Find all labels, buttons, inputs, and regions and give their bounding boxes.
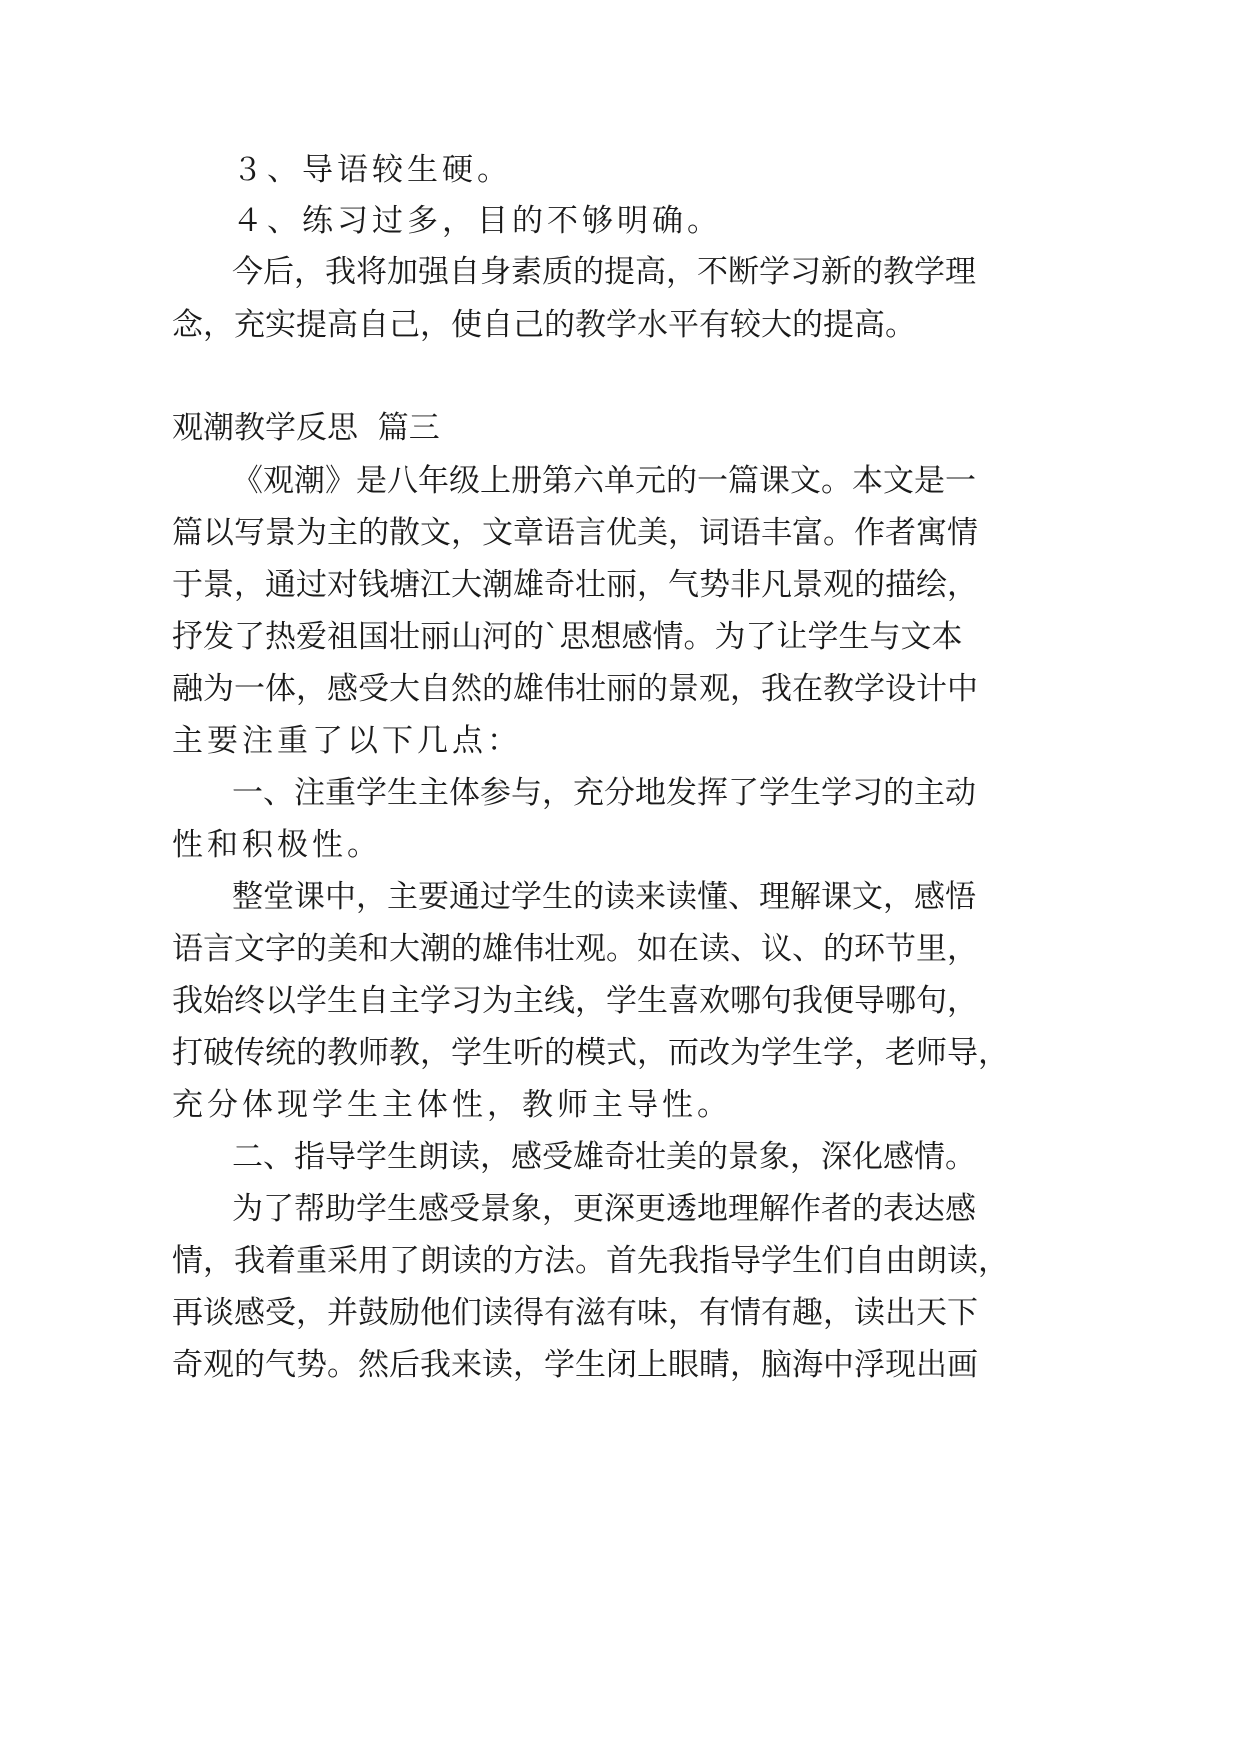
point-one-paragraph-line: 我始终以学生自主学习为主线，学生喜欢哪句我便导哪句， <box>172 983 978 1019</box>
intro-paragraph-line: 篇以写景为主的散文，文章语言优美，词语丰富。作者寓情 <box>172 515 978 551</box>
point-two-paragraph-line: 奇观的气势。然后我来读，学生闭上眼睛，脑海中浮现出画 <box>172 1347 978 1383</box>
closing-paragraph-line: 今后，我将加强自身素质的提高，不断学习新的教学理 <box>232 254 976 290</box>
point-two-paragraph-line: 为了帮助学生感受景象，更深更透地理解作者的表达感 <box>232 1191 976 1227</box>
point-two-paragraph-line: 再谈感受，并鼓励他们读得有滋有味，有情有趣，读出天下 <box>172 1295 978 1331</box>
intro-paragraph-line: 于景，通过对钱塘江大潮雄奇壮丽，气势非凡景观的描绘， <box>172 567 978 603</box>
intro-paragraph-line: 融为一体，感受大自然的雄伟壮丽的景观，我在教学设计中 <box>172 671 978 707</box>
point-one-paragraph-line: 充分体现学生主体性，教师主导性。 <box>172 1087 732 1123</box>
point-one-heading-line: 一、注重学生主体参与，充分地发挥了学生学习的主动 <box>232 775 976 811</box>
point-one-paragraph-line: 整堂课中，主要通过学生的读来读懂、理解课文，感悟 <box>232 879 976 915</box>
point-one-heading-line: 性和积极性。 <box>172 827 382 863</box>
closing-paragraph-line: 念，充实提高自己，使自己的教学水平有较大的提高。 <box>172 307 916 343</box>
point-two-paragraph-line: 情，我着重采用了朗读的方法。首先我指导学生们自由朗读， <box>172 1243 1009 1279</box>
section-heading: 观潮教学反思 篇三 <box>172 410 440 446</box>
list-item-4: ４、练习过多，目的不够明确。 <box>232 203 722 239</box>
intro-paragraph-line: 《观潮》是八年级上册第六单元的一篇课文。本文是一 <box>232 463 976 499</box>
intro-paragraph-line: 抒发了热爱祖国壮丽山河的`思想感情。为了让学生与文本 <box>172 619 963 655</box>
point-two-heading: 二、指导学生朗读，感受雄奇壮美的景象，深化感情。 <box>232 1139 976 1175</box>
point-one-paragraph-line: 打破传统的教师教，学生听的模式，而改为学生学，老师导， <box>172 1035 1009 1071</box>
list-item-3: ３、导语较生硬。 <box>232 152 512 188</box>
point-one-paragraph-line: 语言文字的美和大潮的雄伟壮观。如在读、议、的环节里， <box>172 931 978 967</box>
intro-paragraph-line: 主要注重了以下几点： <box>172 723 522 759</box>
